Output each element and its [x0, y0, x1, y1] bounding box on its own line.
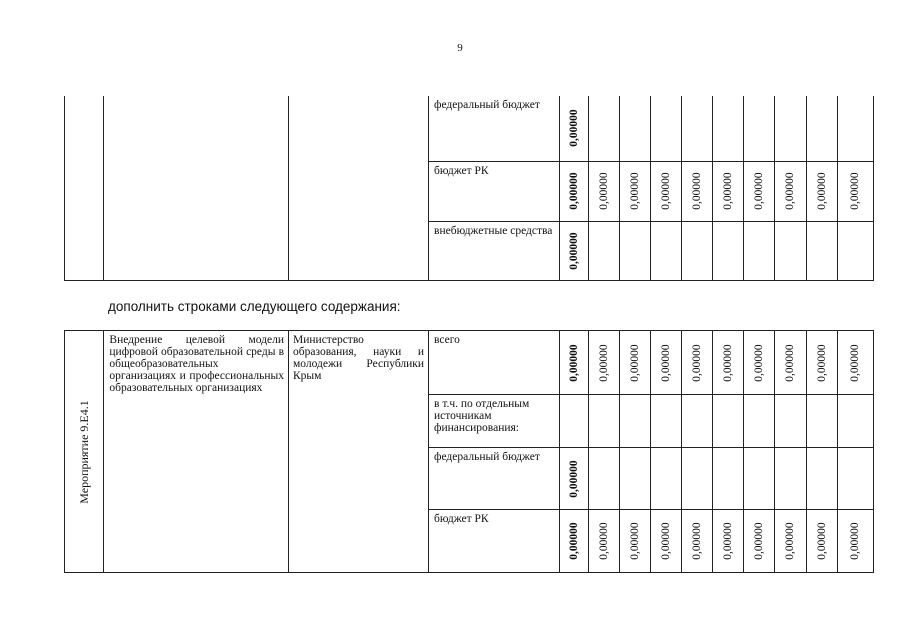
value-cell — [588, 395, 619, 448]
value-cell: 0,00000 — [806, 510, 837, 573]
value-cell — [619, 395, 650, 448]
value-cell: 0,00000 — [744, 510, 775, 573]
value-cell: 0,00000 — [837, 161, 873, 221]
value-cell — [837, 448, 873, 510]
value-cell — [682, 96, 713, 161]
value-cell: 0,00000 — [713, 161, 744, 221]
value-cell: 0,00000 — [713, 331, 744, 395]
value-cell — [775, 221, 806, 280]
value-cell — [837, 221, 873, 280]
value-cell: 0,00000 — [744, 161, 775, 221]
value-cell — [650, 221, 681, 280]
value-cell: 0,00000 — [619, 331, 650, 395]
value-cell — [588, 448, 619, 510]
value-cell — [650, 96, 681, 161]
value-cell — [775, 448, 806, 510]
funding-source-label: федеральный бюджет — [429, 96, 560, 161]
value-cell — [713, 395, 744, 448]
value-cell: 0,00000 — [619, 161, 650, 221]
value-cell: 0,00000 — [775, 161, 806, 221]
value-cell — [744, 221, 775, 280]
insertion-note: дополнить строками следующего содержания: — [108, 299, 401, 314]
bottom-finance-table — [64, 330, 874, 573]
value-cell: 0,00000 — [588, 510, 619, 573]
value-cell — [806, 221, 837, 280]
value-cell: 0,00000 — [744, 331, 775, 395]
value-cell — [713, 448, 744, 510]
table-row — [65, 331, 874, 395]
value-cell — [650, 395, 681, 448]
event-description-cell — [104, 96, 289, 280]
value-cell: 0,00000 — [559, 448, 588, 510]
value-cell: 0,00000 — [775, 510, 806, 573]
value-cell — [713, 96, 744, 161]
value-cell — [619, 221, 650, 280]
value-cell: 0,00000 — [588, 161, 619, 221]
value-cell: 0,00000 — [650, 161, 681, 221]
value-cell: 0,00000 — [650, 510, 681, 573]
funding-source-label: всего — [429, 331, 560, 395]
funding-source-label: в т.ч. по отдельным источникам финансирования: — [429, 395, 560, 448]
value-cell: 0,00000 — [682, 510, 713, 573]
value-cell — [806, 448, 837, 510]
page-number: 9 — [457, 42, 463, 54]
value-cell: 0,00000 — [837, 510, 873, 573]
event-description-cell: Внедрение целевой модели цифровой образовательной среды в общеобразовательных организациях и профессиональных образовательных организациях — [104, 331, 289, 573]
value-cell: 0,00000 — [619, 510, 650, 573]
value-cell: 0,00000 — [650, 331, 681, 395]
responsible-cell: Министерство образования, науки и молодежи Республики Крым — [289, 331, 429, 573]
responsible-cell — [289, 96, 429, 280]
value-cell — [650, 448, 681, 510]
top-finance-table — [64, 96, 874, 281]
value-cell — [775, 395, 806, 448]
funding-source-label: бюджет РК — [429, 161, 560, 221]
value-cell: 0,00000 — [682, 331, 713, 395]
value-cell — [588, 96, 619, 161]
value-cell: 0,00000 — [682, 161, 713, 221]
value-cell: 0,00000 — [806, 161, 837, 221]
value-cell: 0,00000 — [559, 161, 588, 221]
funding-source-label: внебюджетные средства — [429, 221, 560, 280]
value-cell — [837, 96, 873, 161]
value-cell — [559, 395, 588, 448]
value-cell — [806, 96, 837, 161]
value-cell — [837, 395, 873, 448]
value-cell: 0,00000 — [588, 331, 619, 395]
event-code-cell: Мероприятие 9.Е4.1 — [65, 331, 104, 573]
value-cell — [619, 96, 650, 161]
value-cell — [619, 448, 650, 510]
value-cell — [682, 221, 713, 280]
value-cell — [775, 96, 806, 161]
value-cell: 0,00000 — [837, 331, 873, 395]
value-cell: 0,00000 — [806, 331, 837, 395]
value-cell — [806, 395, 837, 448]
value-cell — [744, 395, 775, 448]
table-row — [65, 96, 874, 161]
value-cell — [682, 448, 713, 510]
value-cell — [744, 96, 775, 161]
value-cell: 0,00000 — [559, 331, 588, 395]
value-cell: 0,00000 — [559, 221, 588, 280]
event-code-cell — [65, 96, 104, 280]
funding-source-label: бюджет РК — [429, 510, 560, 573]
value-cell: 0,00000 — [559, 96, 588, 161]
funding-source-label: федеральный бюджет — [429, 448, 560, 510]
value-cell — [588, 221, 619, 280]
value-cell — [744, 448, 775, 510]
value-cell: 0,00000 — [713, 510, 744, 573]
value-cell: 0,00000 — [559, 510, 588, 573]
value-cell: 0,00000 — [775, 331, 806, 395]
value-cell — [682, 395, 713, 448]
value-cell — [713, 221, 744, 280]
